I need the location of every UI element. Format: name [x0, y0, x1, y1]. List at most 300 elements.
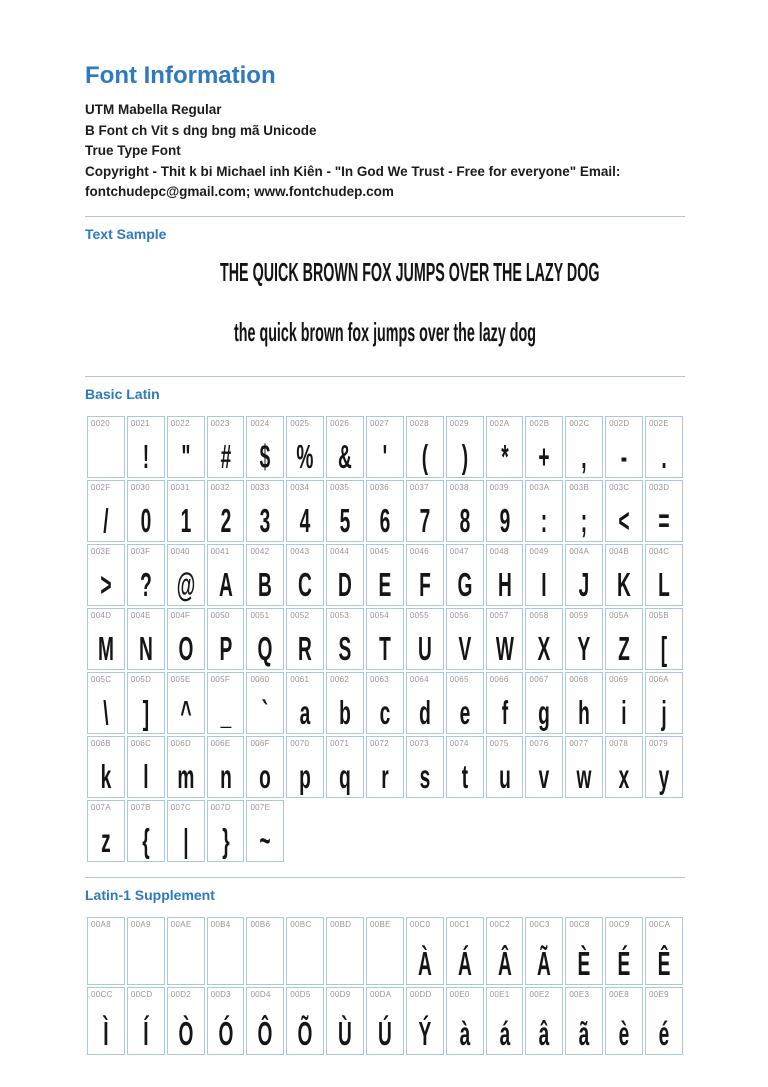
glyph-cell — [525, 480, 563, 542]
codepoint-label: 0074 — [449, 739, 469, 749]
glyph-cell — [406, 480, 444, 542]
codepoint-label: 00BC — [290, 920, 312, 930]
glyph-cell — [605, 480, 643, 542]
codepoint-label: 00A9 — [130, 920, 151, 930]
glyph: c — [379, 694, 391, 732]
glyph-cell — [525, 736, 563, 798]
glyph: | — [182, 822, 189, 860]
glyph: z — [101, 822, 111, 860]
glyph-cell — [605, 736, 643, 798]
glyph-cell — [167, 917, 205, 985]
glyph-cell — [565, 736, 603, 798]
glyph-cell — [446, 480, 484, 542]
glyph-cell — [207, 544, 245, 606]
glyph-cell — [645, 917, 683, 985]
glyph-cell — [127, 800, 165, 862]
glyph: 6 — [379, 502, 391, 540]
glyph-cell — [326, 672, 364, 734]
glyph-cell — [446, 672, 484, 734]
codepoint-label: 0055 — [409, 611, 429, 621]
glyph-row — [87, 544, 683, 606]
glyph: l — [143, 758, 149, 796]
glyph-cell — [366, 672, 404, 734]
codepoint-label: 0040 — [170, 547, 190, 557]
glyph: J — [578, 566, 590, 604]
glyph: R — [298, 630, 313, 668]
glyph-cell — [525, 416, 563, 478]
glyph: é — [658, 1015, 670, 1053]
codepoint-label: 0035 — [330, 483, 350, 493]
codepoint-label: 00BE — [370, 920, 391, 930]
glyph: Ù — [338, 1015, 352, 1053]
glyph: : — [541, 502, 548, 540]
codepoint-label: 002A — [489, 419, 510, 429]
glyph: n — [219, 758, 232, 796]
glyph-cell — [127, 987, 165, 1055]
glyph: 8 — [459, 502, 470, 540]
glyph-cell — [645, 987, 683, 1055]
glyph-cell — [565, 480, 603, 542]
glyph: Á — [457, 945, 472, 983]
glyph-cell — [525, 608, 563, 670]
codepoint-label: 005B — [649, 611, 669, 621]
glyph: p — [299, 758, 312, 796]
glyph: ? — [139, 566, 152, 604]
glyph-cell — [645, 672, 683, 734]
sample-text-lowercase: the quick brown fox jumps over the lazy dog — [234, 316, 536, 347]
glyph-cell — [605, 987, 643, 1055]
glyph: 4 — [299, 502, 311, 540]
glyph: ! — [142, 438, 149, 476]
codepoint-label: 00E2 — [529, 990, 550, 1000]
glyph-cell — [207, 800, 245, 862]
glyph-table-basic-latin — [85, 414, 685, 864]
codepoint-label: 0059 — [569, 611, 589, 621]
glyph: b — [339, 694, 351, 732]
glyph-cell — [207, 480, 245, 542]
codepoint-label: 00E1 — [489, 990, 510, 1000]
glyph: D — [338, 566, 352, 604]
codepoint-label: 003D — [649, 483, 670, 493]
glyph: L — [658, 566, 670, 604]
glyph: V — [458, 630, 472, 668]
glyph-cell — [127, 736, 165, 798]
codepoint-label: 0070 — [290, 739, 310, 749]
font-copyright: Copyright - Thit k bi Michael inh Kiên - "In God We Trust - Free for everyone" Email: — [85, 163, 621, 179]
glyph: q — [339, 758, 351, 796]
codepoint-label: 004D — [91, 611, 112, 621]
glyph-cell — [246, 416, 284, 478]
codepoint-label: 004B — [609, 547, 630, 557]
glyph-cell — [645, 416, 683, 478]
codepoint-label: 0071 — [330, 739, 350, 749]
codepoint-label: 0072 — [370, 739, 390, 749]
glyph: & — [338, 438, 352, 476]
codepoint-label: 0063 — [370, 675, 390, 685]
glyph-cell — [246, 736, 284, 798]
glyph: o — [259, 758, 272, 796]
glyph-cell — [207, 416, 245, 478]
glyph-cell — [565, 672, 603, 734]
section-heading-latin1-supplement: Latin-1 Supplement — [85, 887, 215, 904]
glyph: W — [495, 630, 514, 668]
glyph: Ó — [218, 1015, 233, 1053]
codepoint-label: 0065 — [449, 675, 469, 685]
codepoint-label: 0066 — [489, 675, 509, 685]
codepoint-label: 0028 — [409, 419, 429, 429]
codepoint-label: 0068 — [569, 675, 589, 685]
glyph-cell — [87, 608, 125, 670]
glyph-cell — [486, 917, 524, 985]
codepoint-label: 005D — [130, 675, 152, 685]
codepoint-label: 0058 — [529, 611, 549, 621]
codepoint-label: 0027 — [370, 419, 390, 429]
glyph-cell — [446, 917, 484, 985]
codepoint-label: 00A8 — [91, 920, 111, 930]
codepoint-label: 00CD — [130, 990, 153, 1000]
glyph-cell — [565, 987, 603, 1055]
codepoint-label: 0041 — [210, 547, 230, 557]
codepoint-label: 00D9 — [330, 990, 351, 1000]
codepoint-label: 0031 — [170, 483, 190, 493]
glyph: Ý — [418, 1015, 432, 1053]
codepoint-label: 0052 — [290, 611, 310, 621]
glyph-cell — [406, 987, 444, 1055]
glyph: Ã — [537, 945, 552, 983]
codepoint-label: 0061 — [290, 675, 310, 685]
font-meta — [85, 100, 685, 203]
glyph: ã — [578, 1015, 590, 1053]
glyph: N — [138, 630, 153, 668]
glyph: v — [539, 758, 550, 796]
glyph: Ô — [257, 1015, 273, 1053]
glyph-cell — [246, 480, 284, 542]
glyph-cell — [87, 544, 125, 606]
glyph: â — [539, 1015, 550, 1053]
glyph-cell — [326, 917, 364, 985]
glyph-cell — [326, 416, 364, 478]
codepoint-label: 0030 — [130, 483, 150, 493]
font-name: UTM Mabella Regular — [85, 102, 222, 117]
codepoint-label: 0029 — [449, 419, 469, 429]
glyph: # — [220, 438, 231, 476]
glyph: à — [459, 1015, 470, 1053]
glyph: 5 — [339, 502, 351, 540]
codepoint-label: 0053 — [330, 611, 350, 621]
codepoint-label: 0051 — [250, 611, 270, 621]
codepoint-label: 00AE — [170, 920, 192, 930]
codepoint-label: 003B — [569, 483, 590, 493]
glyph — [375, 980, 396, 984]
glyph-cell — [207, 672, 245, 734]
glyph: Â — [497, 945, 512, 983]
codepoint-label: 0025 — [290, 419, 310, 429]
glyph-cell — [605, 608, 643, 670]
glyph: T — [379, 630, 391, 668]
codepoint-label: 00C2 — [489, 920, 510, 930]
glyph-cell — [366, 544, 404, 606]
glyph-cell — [286, 608, 324, 670]
glyph-cell — [565, 544, 603, 606]
glyph: _ — [220, 694, 231, 732]
glyph-cell — [366, 736, 404, 798]
codepoint-label: 0078 — [609, 739, 629, 749]
glyph-cell — [565, 608, 603, 670]
glyph: Ì — [103, 1015, 109, 1053]
codepoint-label: 0067 — [529, 675, 549, 685]
glyph-cell — [286, 480, 324, 542]
glyph-cell — [446, 987, 484, 1055]
glyph: B — [258, 566, 273, 604]
glyph-row — [87, 608, 683, 670]
glyph-cell — [246, 917, 284, 985]
codepoint-label: 005A — [609, 611, 630, 621]
codepoint-label: 0048 — [489, 547, 509, 557]
codepoint-label: 002C — [569, 419, 590, 429]
glyph: u — [498, 758, 511, 796]
codepoint-label: 0076 — [529, 739, 549, 749]
glyph — [135, 980, 156, 984]
glyph-cell — [286, 736, 324, 798]
codepoint-label: 007B — [130, 803, 151, 813]
codepoint-label: 0043 — [290, 547, 310, 557]
codepoint-label: 0075 — [489, 739, 509, 749]
codepoint-label: 005C — [91, 675, 112, 685]
glyph-row — [87, 917, 683, 985]
glyph-cell — [366, 608, 404, 670]
glyph-cell — [525, 544, 563, 606]
glyph-cell — [246, 608, 284, 670]
codepoint-label: 00CA — [649, 920, 671, 930]
glyph-cell — [366, 917, 404, 985]
glyph: ; — [581, 502, 588, 540]
glyph: * — [500, 438, 509, 476]
glyph — [96, 473, 117, 477]
glyph-cell — [326, 544, 364, 606]
section-heading-basic-latin: Basic Latin — [85, 386, 160, 403]
codepoint-label: 00B4 — [210, 920, 231, 930]
codepoint-label: 00C3 — [529, 920, 550, 930]
glyph-cell — [366, 987, 404, 1055]
glyph-cell — [565, 917, 603, 985]
codepoint-label: 0022 — [170, 419, 190, 429]
glyph — [295, 980, 316, 984]
glyph-cell — [326, 736, 364, 798]
glyph: 2 — [220, 502, 231, 540]
codepoint-label: 00BD — [330, 920, 352, 930]
codepoint-label: 00D5 — [290, 990, 311, 1000]
glyph-cell — [246, 987, 284, 1055]
glyph-cell — [167, 736, 205, 798]
codepoint-label: 005E — [170, 675, 191, 685]
glyph: ^ — [180, 694, 192, 732]
codepoint-label: 0033 — [250, 483, 270, 493]
codepoint-label: 004F — [170, 611, 191, 621]
glyph: ( — [421, 438, 428, 476]
glyph-row — [87, 672, 683, 734]
codepoint-label: 00DD — [409, 990, 432, 1000]
divider — [85, 216, 685, 217]
codepoint-label: 002D — [609, 419, 630, 429]
codepoint-label: 0056 — [449, 611, 469, 621]
codepoint-label: 00E9 — [649, 990, 669, 1000]
glyph-cell — [565, 416, 603, 478]
codepoint-label: 00E0 — [449, 990, 470, 1000]
glyph-cell — [167, 672, 205, 734]
glyph-cell — [87, 987, 125, 1055]
glyph: j — [661, 694, 667, 732]
glyph: è — [618, 1015, 630, 1053]
glyph: C — [298, 566, 313, 604]
glyph-cell — [127, 917, 165, 985]
glyph: s — [419, 758, 431, 796]
codepoint-label: 007E — [250, 803, 271, 813]
codepoint-label: 0036 — [370, 483, 390, 493]
glyph-cell — [486, 736, 524, 798]
glyph: ' — [382, 438, 388, 476]
glyph: Ò — [178, 1015, 194, 1053]
glyph: + — [538, 438, 550, 476]
glyph: k — [100, 758, 112, 796]
glyph: e — [459, 694, 470, 732]
glyph: w — [576, 758, 592, 796]
glyph-cell — [645, 608, 683, 670]
glyph-cell — [446, 416, 484, 478]
glyph-cell — [446, 736, 484, 798]
glyph: M — [97, 630, 114, 668]
glyph: 1 — [180, 502, 191, 540]
glyph-cell — [207, 608, 245, 670]
glyph: y — [658, 758, 670, 796]
glyph: . — [661, 438, 667, 476]
glyph-cell — [605, 416, 643, 478]
glyph: A — [218, 566, 233, 604]
codepoint-label: 004E — [130, 611, 151, 621]
glyph: O — [178, 630, 194, 668]
glyph: ] — [142, 694, 149, 732]
glyph: [ — [660, 630, 668, 668]
codepoint-label: 0037 — [409, 483, 429, 493]
codepoint-label: 003E — [91, 547, 111, 557]
glyph-cell — [366, 480, 404, 542]
glyph-cell — [127, 672, 165, 734]
glyph: Õ — [297, 1015, 313, 1053]
codepoint-label: 0044 — [330, 547, 350, 557]
glyph: ` — [262, 694, 269, 732]
codepoint-label: 0034 — [290, 483, 310, 493]
codepoint-label: 002B — [529, 419, 550, 429]
glyph — [96, 980, 117, 984]
sample-text-uppercase: THE QUICK BROWN FOX JUMPS OVER THE LAZY DOG — [220, 256, 600, 287]
font-contact: fontchudepc@gmail.com; www.fontchudep.com — [85, 184, 394, 199]
glyph — [175, 980, 196, 984]
codepoint-label: 007C — [170, 803, 192, 813]
divider — [85, 877, 685, 878]
codepoint-label: 00C8 — [569, 920, 590, 930]
glyph-cell — [605, 544, 643, 606]
codepoint-label: 003F — [130, 547, 151, 557]
glyph-cell — [525, 987, 563, 1055]
glyph: \ — [103, 694, 109, 732]
glyph-table-latin1-supplement — [85, 915, 685, 1057]
glyph-cell — [406, 672, 444, 734]
glyph: $ — [260, 438, 271, 476]
codepoint-label: 0050 — [210, 611, 230, 621]
glyph: Z — [618, 630, 630, 668]
glyph: a — [299, 694, 311, 732]
glyph-cell — [286, 917, 324, 985]
glyph: P — [219, 630, 232, 668]
codepoint-label: 0049 — [529, 547, 549, 557]
glyph — [335, 980, 356, 984]
codepoint-label: 0069 — [609, 675, 629, 685]
glyph: ) — [461, 438, 468, 476]
glyph: @ — [176, 566, 195, 604]
codepoint-label: 0042 — [250, 547, 270, 557]
codepoint-label: 0064 — [409, 675, 429, 685]
glyph: < — [618, 502, 630, 540]
glyph-cell — [167, 987, 205, 1055]
glyph-cell — [645, 480, 683, 542]
glyph: % — [296, 438, 314, 476]
glyph-cell — [286, 416, 324, 478]
glyph-cell — [525, 917, 563, 985]
codepoint-label: 0020 — [91, 419, 110, 429]
glyph-row — [87, 800, 683, 862]
glyph: > — [100, 566, 112, 604]
codepoint-label: 00C9 — [609, 920, 630, 930]
codepoint-label: 00D2 — [170, 990, 192, 1000]
codepoint-label: 002E — [649, 419, 669, 429]
glyph: ~ — [259, 822, 271, 860]
codepoint-label: 006B — [91, 739, 111, 749]
codepoint-label: 0047 — [449, 547, 469, 557]
glyph: 9 — [499, 502, 510, 540]
glyph-cell — [127, 608, 165, 670]
glyph-cell — [167, 608, 205, 670]
codepoint-label: 007D — [210, 803, 231, 813]
glyph-cell — [167, 544, 205, 606]
divider — [85, 376, 685, 377]
glyph: H — [497, 566, 512, 604]
codepoint-label: 00D3 — [210, 990, 231, 1000]
glyph-row — [87, 987, 683, 1055]
glyph: - — [620, 438, 628, 476]
glyph-cell — [87, 672, 125, 734]
glyph-cell — [406, 736, 444, 798]
glyph-cell — [87, 736, 125, 798]
glyph: Í — [143, 1015, 149, 1053]
glyph: 7 — [419, 502, 431, 540]
codepoint-label: 00B6 — [250, 920, 271, 930]
glyph: f — [501, 694, 508, 732]
glyph: g — [538, 694, 551, 732]
codepoint-label: 00CC — [91, 990, 113, 1000]
glyph-cell — [326, 987, 364, 1055]
codepoint-label: 00E3 — [569, 990, 590, 1000]
glyph-cell — [406, 608, 444, 670]
glyph-cell — [645, 544, 683, 606]
glyph-cell — [525, 672, 563, 734]
codepoint-label: 007A — [91, 803, 111, 813]
codepoint-label: 003A — [529, 483, 550, 493]
codepoint-label: 0032 — [210, 483, 230, 493]
codepoint-label: 0060 — [250, 675, 270, 685]
glyph: 0 — [140, 502, 152, 540]
glyph-cell — [207, 736, 245, 798]
glyph-cell — [207, 917, 245, 985]
glyph: I — [541, 566, 548, 604]
